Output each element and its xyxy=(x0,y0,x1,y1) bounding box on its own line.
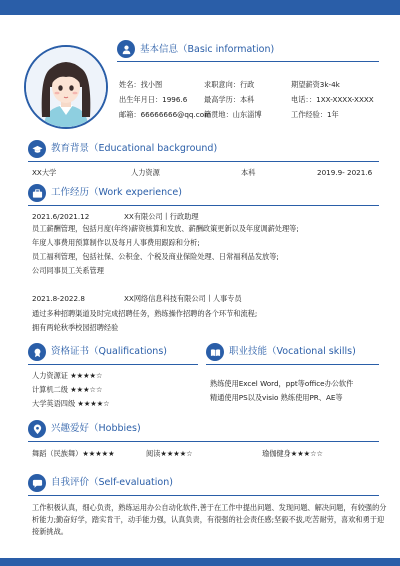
briefcase-icon xyxy=(28,184,46,202)
hobbies-title: 兴趣爱好（Hobbies) xyxy=(51,423,141,434)
user-icon xyxy=(117,40,135,58)
hometown-field: 籍贯地：山东淄博 xyxy=(204,110,262,119)
education-field: 最高学历：本科 xyxy=(204,95,255,104)
avatar xyxy=(24,45,108,129)
phone-field: 电话：：1XX-XXXX-XXXX xyxy=(291,95,374,104)
skill-item: 精通使用PS以及visio 熟练使用PR、AE等 xyxy=(210,393,343,402)
job1-date: 2021.6/2021.12 xyxy=(32,212,90,221)
skills-title: 职业技能（Vocational skills) xyxy=(229,346,356,357)
self-evaluation-text: 工作积极认真，细心负责，熟练运用办公自动化软件,善于在工作中提出问题、发现问题、解决问题，有较强的分析能力;勤奋好学，踏实肯干，动手能力强，认真负责，有很强的社会责任感;坚毅不拔,吃苦耐劳，喜欢和勇于迎接新挑战。 xyxy=(32,503,387,537)
birth-field: 出生年月日：1996.6 xyxy=(119,95,188,104)
job1-duty: 员工福利管理，包括社保、公积金、个税及商业保险处理、日常福利品发放等; xyxy=(32,252,279,261)
name-field: 姓名：找小图 xyxy=(119,80,163,89)
basic-info-rule xyxy=(117,61,379,62)
study-period: 2019.9- 2021.6 xyxy=(317,168,373,177)
qualifications-title: 资格证书（Qualifications) xyxy=(51,346,167,357)
skills-rule xyxy=(206,364,379,365)
location-pin-icon xyxy=(28,420,46,438)
job1-duty: 年度人事费用预算制作以及每月人事费用跟踪和分析; xyxy=(32,238,200,247)
job2-date: 2021.8-2022.8 xyxy=(32,294,85,303)
job2-company: XX网络信息科技有限公司丨人事专员 xyxy=(124,294,242,303)
education-title: 教育背景（Educational background) xyxy=(51,143,218,154)
job1-duty: 员工薪酬管理，包括月度(年终)薪资核算和发放、薪酬政策更新以及年度调薪处理等; xyxy=(32,224,299,233)
hobbies-rule xyxy=(28,441,379,442)
certificate-item: 计算机二级 ★★★☆☆ xyxy=(32,385,103,394)
book-icon xyxy=(206,343,224,361)
major-name: 人力资源 xyxy=(131,168,160,177)
job2-duty: 拥有两轮秋季校园招聘经验 xyxy=(32,323,119,332)
basic-info-title: 基本信息（Basic information) xyxy=(140,44,275,55)
certificate-item: 大学英语四级 ★★★★☆ xyxy=(32,399,110,408)
hobby-item: 舞蹈（民族舞）★★★★★ xyxy=(32,449,115,458)
hobby-item: 阅读★★★★☆ xyxy=(146,449,193,458)
graduation-cap-icon xyxy=(28,140,46,158)
school-name: XX大学 xyxy=(32,168,57,177)
skill-item: 熟练使用Excel Word，ppt等office办公软件 xyxy=(210,379,354,388)
salary-field: 期望薪资3k-4k xyxy=(291,80,340,89)
degree-name: 本科 xyxy=(241,168,256,177)
self-evaluation-rule xyxy=(28,495,379,496)
objective-field: 求职意向：行政 xyxy=(204,80,255,89)
chat-bubble-icon xyxy=(28,474,46,492)
job1-duty: 公司同事员工关系管理 xyxy=(32,266,104,275)
job2-duty: 通过多种招聘渠道及时完成招聘任务，熟练操作招聘的各个环节和流程; xyxy=(32,309,258,318)
qualifications-rule xyxy=(28,364,198,365)
self-evaluation-title: 自我评价（Self-evaluation) xyxy=(51,477,173,488)
certificate-icon xyxy=(28,343,46,361)
experience-field: 工作经验：1年 xyxy=(291,110,339,119)
bottom-accent-bar xyxy=(0,558,400,566)
work-title: 工作经历（Work experience) xyxy=(51,187,182,198)
job1-company: XX有限公司丨行政助理 xyxy=(124,212,199,221)
education-rule xyxy=(28,161,379,162)
portrait-illustration xyxy=(26,47,106,127)
hobby-item: 瑜伽健身★★★☆☆ xyxy=(262,449,323,458)
work-rule xyxy=(28,205,379,206)
top-accent-bar xyxy=(0,0,400,15)
certificate-item: 人力资源证 ★★★★☆ xyxy=(32,371,103,380)
email-field: 邮箱：66666666@qq.com xyxy=(119,110,212,119)
